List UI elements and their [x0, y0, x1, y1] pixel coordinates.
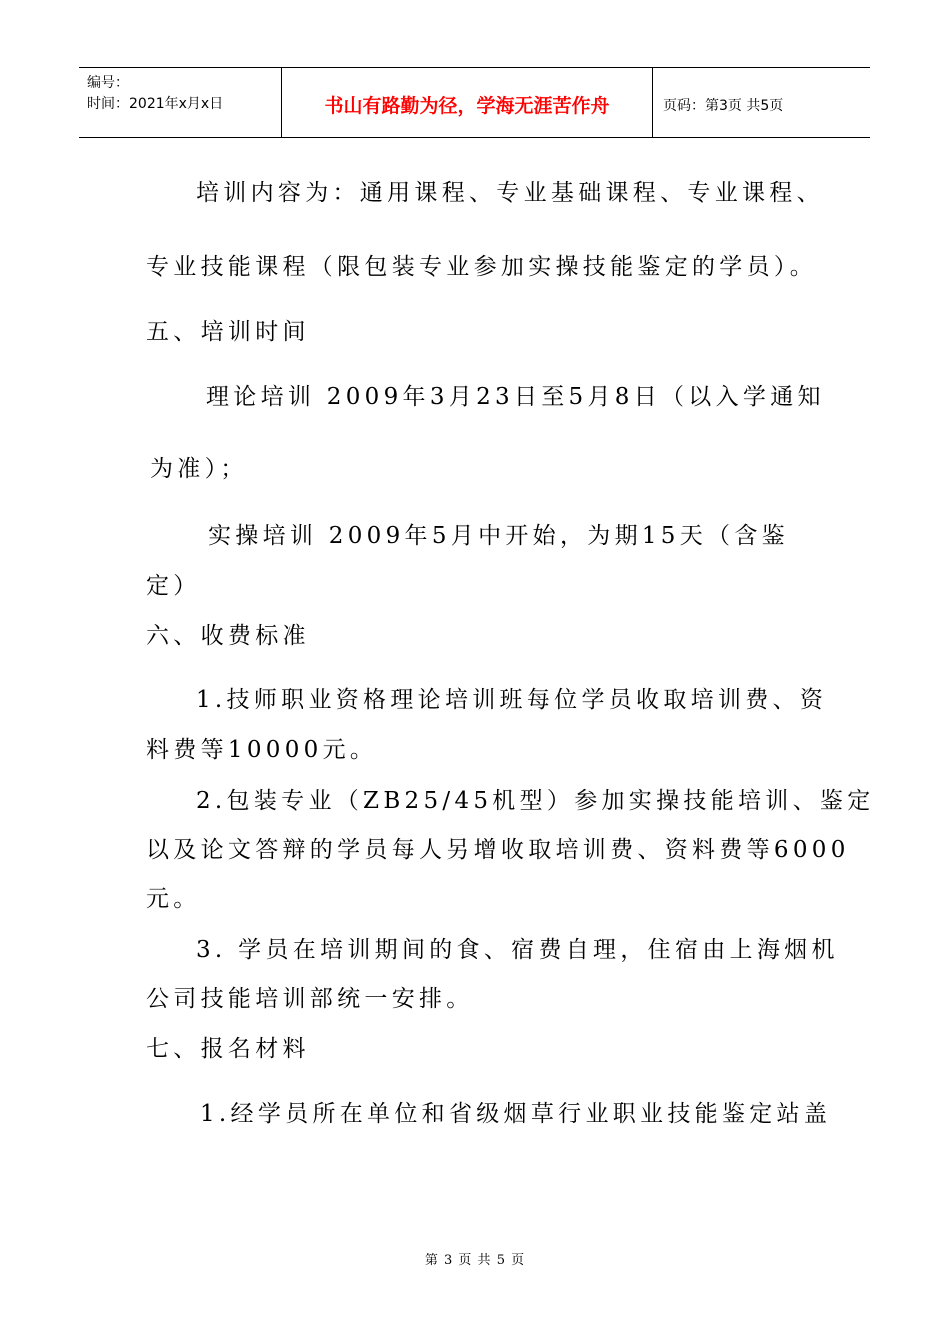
fee-item-2-end: 元。	[146, 886, 201, 912]
body-line-2: 专业技能课程（限包装专业参加实操技能鉴定的学员）。	[146, 254, 817, 280]
body-line-practice: 实操培训 2009年5月中开始，为期15天（含鉴	[208, 523, 789, 549]
section-heading-fees: 六、收费标准	[146, 623, 310, 649]
body-line-theory-cont: 为准）；	[150, 456, 248, 482]
motto-text: 书山有路勤为径，学海无涯苦作舟	[324, 95, 610, 117]
fee-item-2: 2.包装专业（ZB25/45机型）参加实操技能培训、鉴定	[196, 788, 875, 814]
page-footer: 第 3 页 共 5 页	[424, 1253, 526, 1268]
fee-item-1: 1.技师职业资格理论培训班每位学员收取培训费、资	[196, 687, 828, 713]
serial-label: 编号：	[87, 75, 129, 91]
body-line-1: 培训内容为：通用课程、专业基础课程、专业课程、	[196, 180, 824, 206]
body-line-practice-cont: 定）	[146, 573, 201, 599]
body-line-theory: 理论培训 2009年3月23日至5月8日（以入学通知	[206, 384, 825, 410]
material-item-1: 1.经学员所在单位和省级烟草行业职业技能鉴定站盖	[200, 1101, 832, 1127]
fee-item-1-cont: 料费等10000元。	[146, 737, 378, 763]
fee-item-2-cont: 以及论文答辩的学员每人另增收取培训费、资料费等6000	[146, 837, 850, 863]
date-line: 时间：2021年x月x日	[87, 96, 224, 112]
section-heading-materials: 七、报名材料	[146, 1036, 310, 1062]
fee-item-3-cont: 公司技能培训部统一安排。	[146, 986, 474, 1012]
page-info: 页码：第3页 共5页	[663, 97, 784, 114]
fee-item-3: 3. 学员在培训期间的食、宿费自理，住宿由上海烟机	[196, 937, 839, 963]
section-heading-training-time: 五、培训时间	[146, 319, 310, 345]
